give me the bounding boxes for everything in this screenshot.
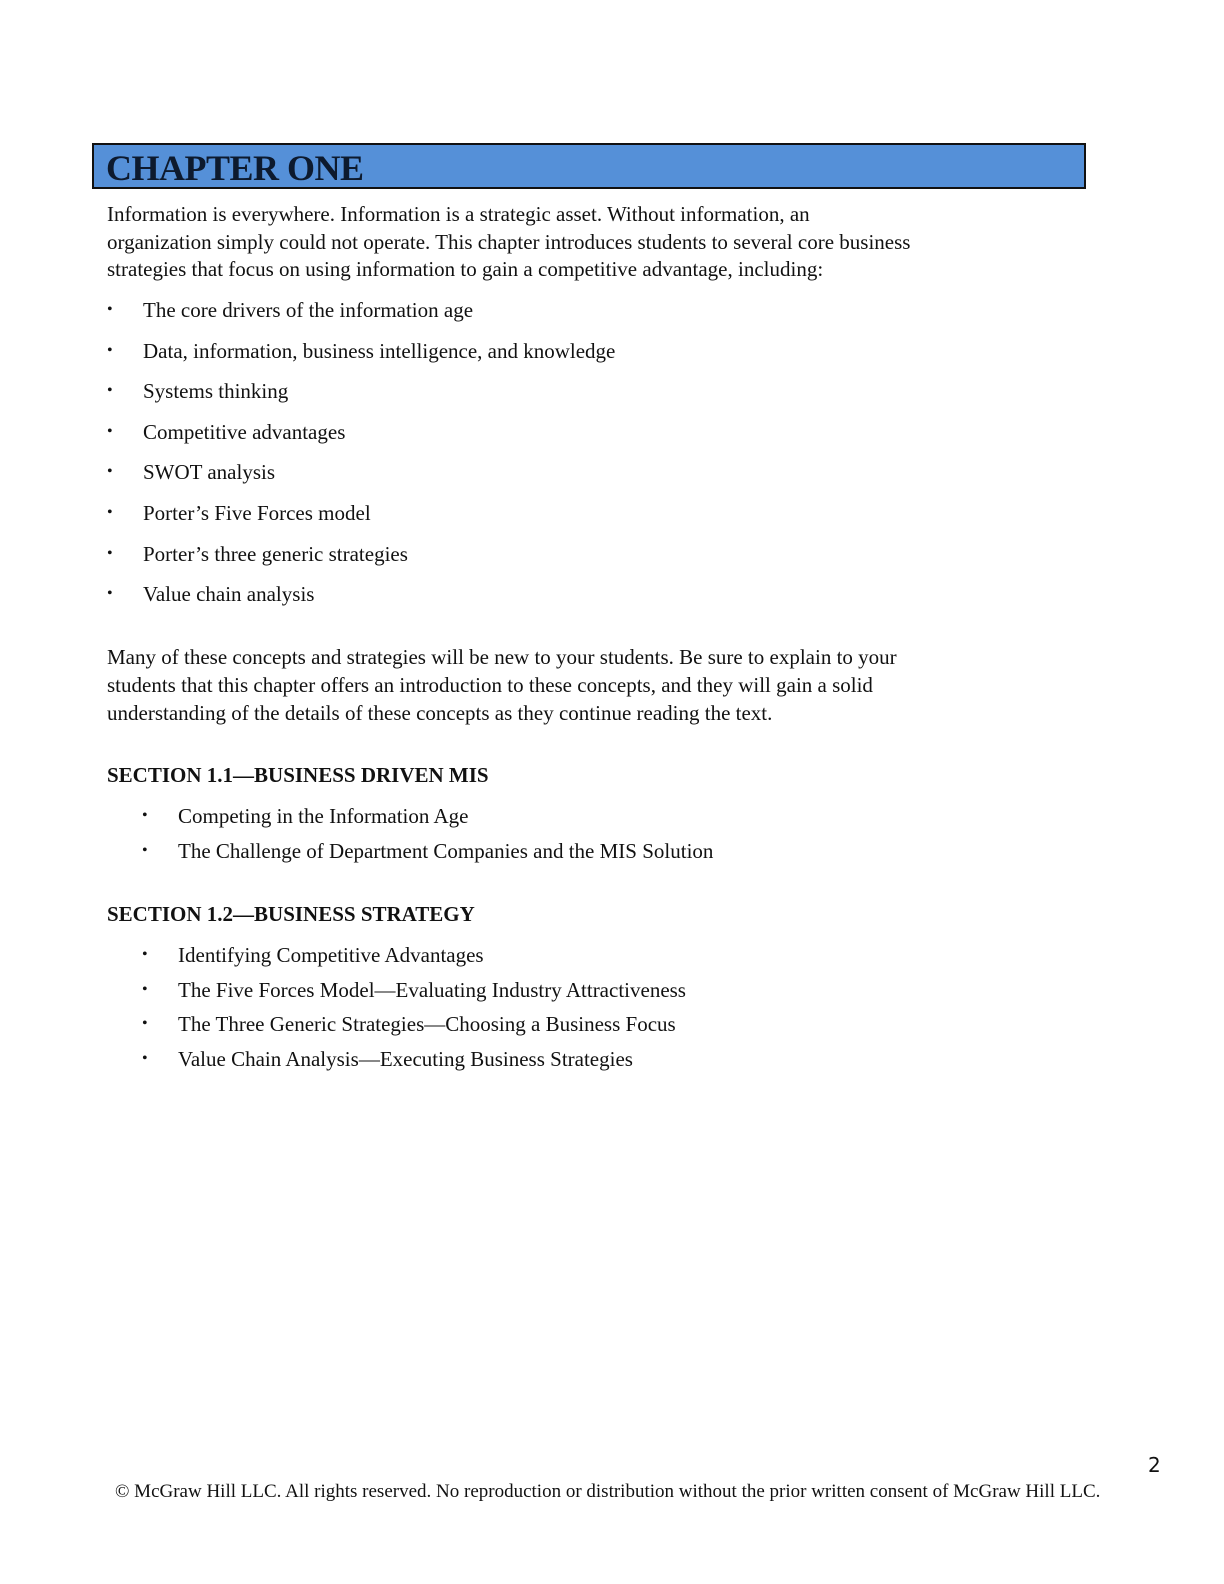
list-item-text: The Five Forces Model—Evaluating Industry Attractiveness (178, 977, 686, 1002)
intro-line: strategies that focus on using information to gain a competitive advantage, including: (107, 257, 824, 281)
list-item-text: The core drivers of the information age (143, 298, 474, 322)
intro-line: Information is everywhere. Information is a strategic asset. Without information, an (107, 202, 810, 226)
bullet-icon: • (142, 841, 148, 859)
bullet-icon: • (142, 946, 148, 963)
bullet-icon: • (107, 544, 113, 562)
chapter-title: CHAPTER ONE (106, 148, 364, 188)
bullet-icon: • (107, 382, 113, 400)
bullet-icon: • (107, 585, 113, 603)
bullet-icon: • (107, 463, 113, 481)
section-heading: SECTION 1.2—BUSINESS STRATEGY (107, 902, 475, 926)
paragraph-line: Many of these concepts and strategies will be new to your students. Be sure to explain to your (107, 645, 897, 669)
bullet-icon: • (142, 1015, 148, 1032)
copyright-footer: © McGraw Hill LLC. All rights reserved. No reproduction or distribution without the prior written consent of McGraw Hill LLC. (115, 1481, 1101, 1502)
intro-line: organization simply could not operate. This chapter introduces students to several core business (107, 229, 911, 254)
list-item-text: The Three Generic Strategies—Choosing a Business Focus (178, 1012, 676, 1036)
bullet-icon: • (107, 422, 113, 440)
list-item-text: Value chain analysis (143, 582, 315, 607)
list-item-text: The Challenge of Department Companies and the MIS Solution (178, 838, 714, 863)
bullet-icon: • (142, 1049, 148, 1067)
list-item-text: Identifying Competitive Advantages (178, 943, 484, 967)
bullet-icon: • (107, 301, 113, 318)
chapter-banner (92, 143, 1086, 189)
page-number: 2 (1148, 1453, 1161, 1477)
list-item-text: Competitive advantages (143, 419, 346, 444)
list-item-text: Value Chain Analysis—Executing Business Strategies (178, 1046, 633, 1071)
bullet-icon: • (142, 980, 148, 998)
paragraph-line: understanding of the details of these concepts as they continue reading the text. (107, 701, 773, 725)
body-paragraph (107, 643, 1027, 727)
bullet-icon: • (142, 807, 148, 824)
bullet-icon: • (107, 503, 113, 521)
paragraph-line: students that this chapter offers an introduction to these concepts, and they will gain a solid (107, 673, 873, 697)
list-item-text: Competing in the Information Age (178, 804, 469, 828)
list-item-text: Porter’s Five Forces model (143, 500, 371, 525)
bullet-icon: • (107, 341, 113, 359)
section-heading: SECTION 1.1—BUSINESS DRIVEN MIS (107, 763, 489, 787)
list-item-text: Porter’s three generic strategies (143, 541, 408, 566)
list-item-text: Data, information, business intelligence, and knowledge (143, 338, 616, 363)
list-item-text: SWOT analysis (143, 460, 276, 485)
list-item-text: Systems thinking (143, 379, 289, 404)
intro-paragraph (107, 201, 1027, 284)
